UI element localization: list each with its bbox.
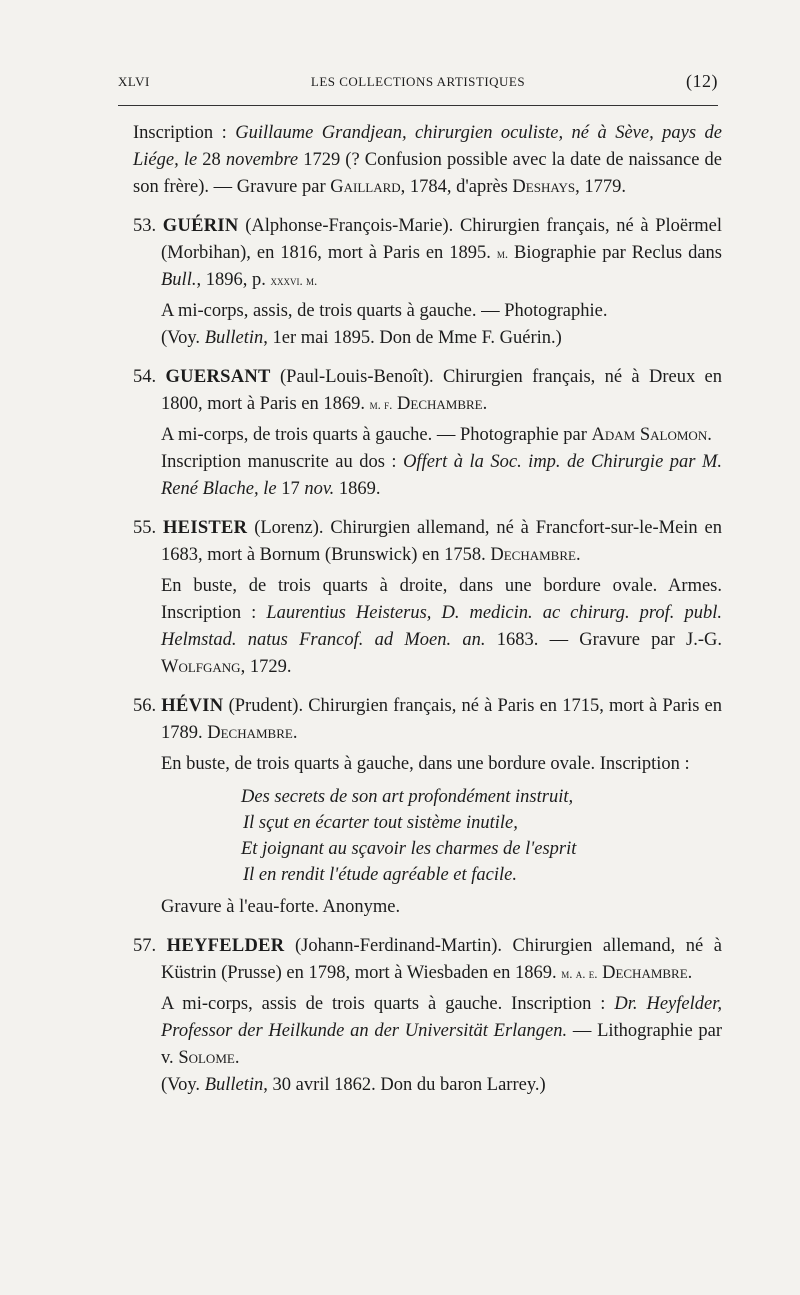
entry-name: HÉVIN <box>161 696 224 716</box>
running-title: LES COLLECTIONS ARTISTIQUES <box>310 74 526 89</box>
entry-mark: m. <box>496 246 509 261</box>
entry-description: (Johann-Ferdinand-Martin). Chirurgien allemand, né à Küstrin (Prusse) en 1798, mort à Wiesbaden en 1869. <box>161 936 722 983</box>
verse-line: Et joignant au sçavoir les charmes de l'esprit <box>241 839 577 859</box>
ref-italic: Bulletin <box>204 1075 264 1095</box>
entry-detail <box>161 991 722 1072</box>
entry-detail <box>161 422 722 449</box>
ref-italic: Bulletin <box>204 328 264 348</box>
entry-53 <box>133 213 722 352</box>
intro-tail: 1729 (? Confusion possible avec la date de naissance de son frère). — Gravure par <box>133 150 722 197</box>
engraver-name: Wolfgang <box>161 657 241 677</box>
entry-description: (Alphonse-François-Marie). Chirurgien français, né à Ploërmel (Morbihan), en 1816, mort à Paris en 1895. <box>161 216 723 263</box>
verse-line: Il en rendit l'étude agréable et facile. <box>243 865 518 885</box>
entry-detail-text: A mi-corps, de trois quarts à gauche. — Photographie par <box>161 425 592 445</box>
intro-text: 28 <box>197 150 226 170</box>
entry-author: Dechambre. <box>392 394 488 414</box>
intro-prefix: Inscription : <box>133 123 236 143</box>
entry-bio-page: xxxvi. <box>270 273 303 288</box>
inscription-italic: Offert à la Soc. imp. de Chirurgie par M. René Blache, le <box>161 452 722 499</box>
entry-author: Dechambre. <box>207 723 298 743</box>
section-number: (12) <box>686 71 718 91</box>
photographer-name: Adam Salomon. <box>591 425 712 445</box>
entry-name: HEISTER <box>162 518 248 538</box>
verse-block <box>161 784 722 888</box>
intro-after-engraver: , 1784, d'après <box>400 177 513 197</box>
inscription-rest: 17 <box>276 479 305 499</box>
inscription-italic: Laurentius Heisterus, D. medicin. ac chirurg. prof. publ. Helmstad. natus Francof. ad Moen. an. <box>161 603 722 650</box>
entry-reference <box>161 1072 722 1099</box>
inscription-italic: Dr. Heyfelder, Professor der Heilkunde an der Universität Erlangen. <box>161 994 722 1041</box>
entry-name: GUÉRIN <box>162 216 239 236</box>
ref-rest: , 1er mai 1895. Don de Mme F. Guérin.) <box>263 328 562 348</box>
ref-prefix: (Voy. <box>161 1075 205 1095</box>
entry-54 <box>133 364 722 503</box>
entry-description: (Lorenz). Chirurgien allemand, né à Francfort-sur-le-Mein en 1683, mort à Bornum (Brunswick) en 1758. <box>161 518 722 565</box>
entry-number: 55. <box>133 518 157 538</box>
entry-bio: Biographie par Reclus dans <box>508 243 722 263</box>
entry-technique <box>161 894 722 921</box>
inscription-italic-month: nov. <box>304 479 335 499</box>
entry-name: HEYFELDER <box>166 936 285 956</box>
entry-bio-mark: m. <box>302 273 318 288</box>
inscription-prefix: Inscription manuscrite au dos : <box>161 452 404 472</box>
entry-56 <box>133 693 722 921</box>
inscription-rest: — Lithographie par v. <box>161 1021 722 1068</box>
entry-detail-text: A mi-corps, assis, de trois quarts à gauche. — Photographie. <box>161 301 608 321</box>
entry-55 <box>133 515 722 681</box>
verse-line: Il sçut en écarter tout sistème inutile, <box>243 813 518 833</box>
entry-mark: m. f. <box>369 397 393 412</box>
entry-number: 54. <box>133 367 157 387</box>
engraver-name: Gaillard <box>330 177 401 197</box>
main-text <box>133 120 722 1111</box>
entry-detail-text: En buste, de trois quarts à gauche, dans une bordure ovale. Inscription : <box>161 754 690 774</box>
entry-mark: m. a. e. <box>561 966 598 981</box>
entry-name: GUERSANT <box>165 367 271 387</box>
entry-detail <box>161 298 722 325</box>
entry-author: Dechambre. <box>597 963 693 983</box>
entry-description: (Paul-Louis-Benoît). Chirurgien français, né à Dreux en 1800, mort à Paris en 1869. <box>161 367 723 414</box>
entry-detail-text: En buste, de trois quarts à droite, dans une bordure ovale. Armes. Inscription : <box>161 576 722 623</box>
intro-paragraph <box>133 120 722 201</box>
technique-text: Gravure à l'eau-forte. Anonyme. <box>161 897 401 917</box>
entry-description: (Prudent). Chirurgien français, né à Paris en 1715, mort à Paris en 1789. <box>161 696 723 743</box>
entry-number: 53. <box>133 216 157 236</box>
inscription-rest: 1683. — Gravure par J.-G. <box>485 630 722 650</box>
artist-name: Deshays <box>512 177 576 197</box>
entry-detail <box>161 573 722 681</box>
entry-detail-text: A mi-corps, assis de trois quarts à gauche. Inscription : <box>161 994 615 1014</box>
entry-detail <box>161 751 722 778</box>
entry-57 <box>133 933 722 1099</box>
entry-bio-rest: , 1896, p. <box>196 270 271 290</box>
verse-line: Des secrets de son art profondément instruit, <box>241 787 574 807</box>
intro-italic-month: novembre <box>225 150 299 170</box>
header-rule <box>118 105 718 106</box>
lithographer-name: Solome. <box>178 1048 240 1068</box>
intro-italic: Guillaume Grandjean, chirurgien oculiste, né à Sève, pays de Liége, le <box>133 123 723 170</box>
intro-end: , 1779. <box>575 177 627 197</box>
entry-inscription <box>161 449 722 503</box>
running-header <box>118 71 718 94</box>
page-number-roman: XLVI <box>118 74 150 89</box>
entry-author: Dechambre. <box>490 545 581 565</box>
ref-prefix: (Voy. <box>161 328 205 348</box>
entry-number: 56. <box>133 696 157 716</box>
inscription-end: , 1729. <box>240 657 292 677</box>
ref-rest: , 30 avril 1862. Don du baron Larrey.) <box>263 1075 546 1095</box>
inscription-end: 1869. <box>334 479 381 499</box>
entry-reference <box>161 325 722 352</box>
entry-bio-italic: Bull. <box>161 270 197 290</box>
entry-number: 57. <box>133 936 157 956</box>
